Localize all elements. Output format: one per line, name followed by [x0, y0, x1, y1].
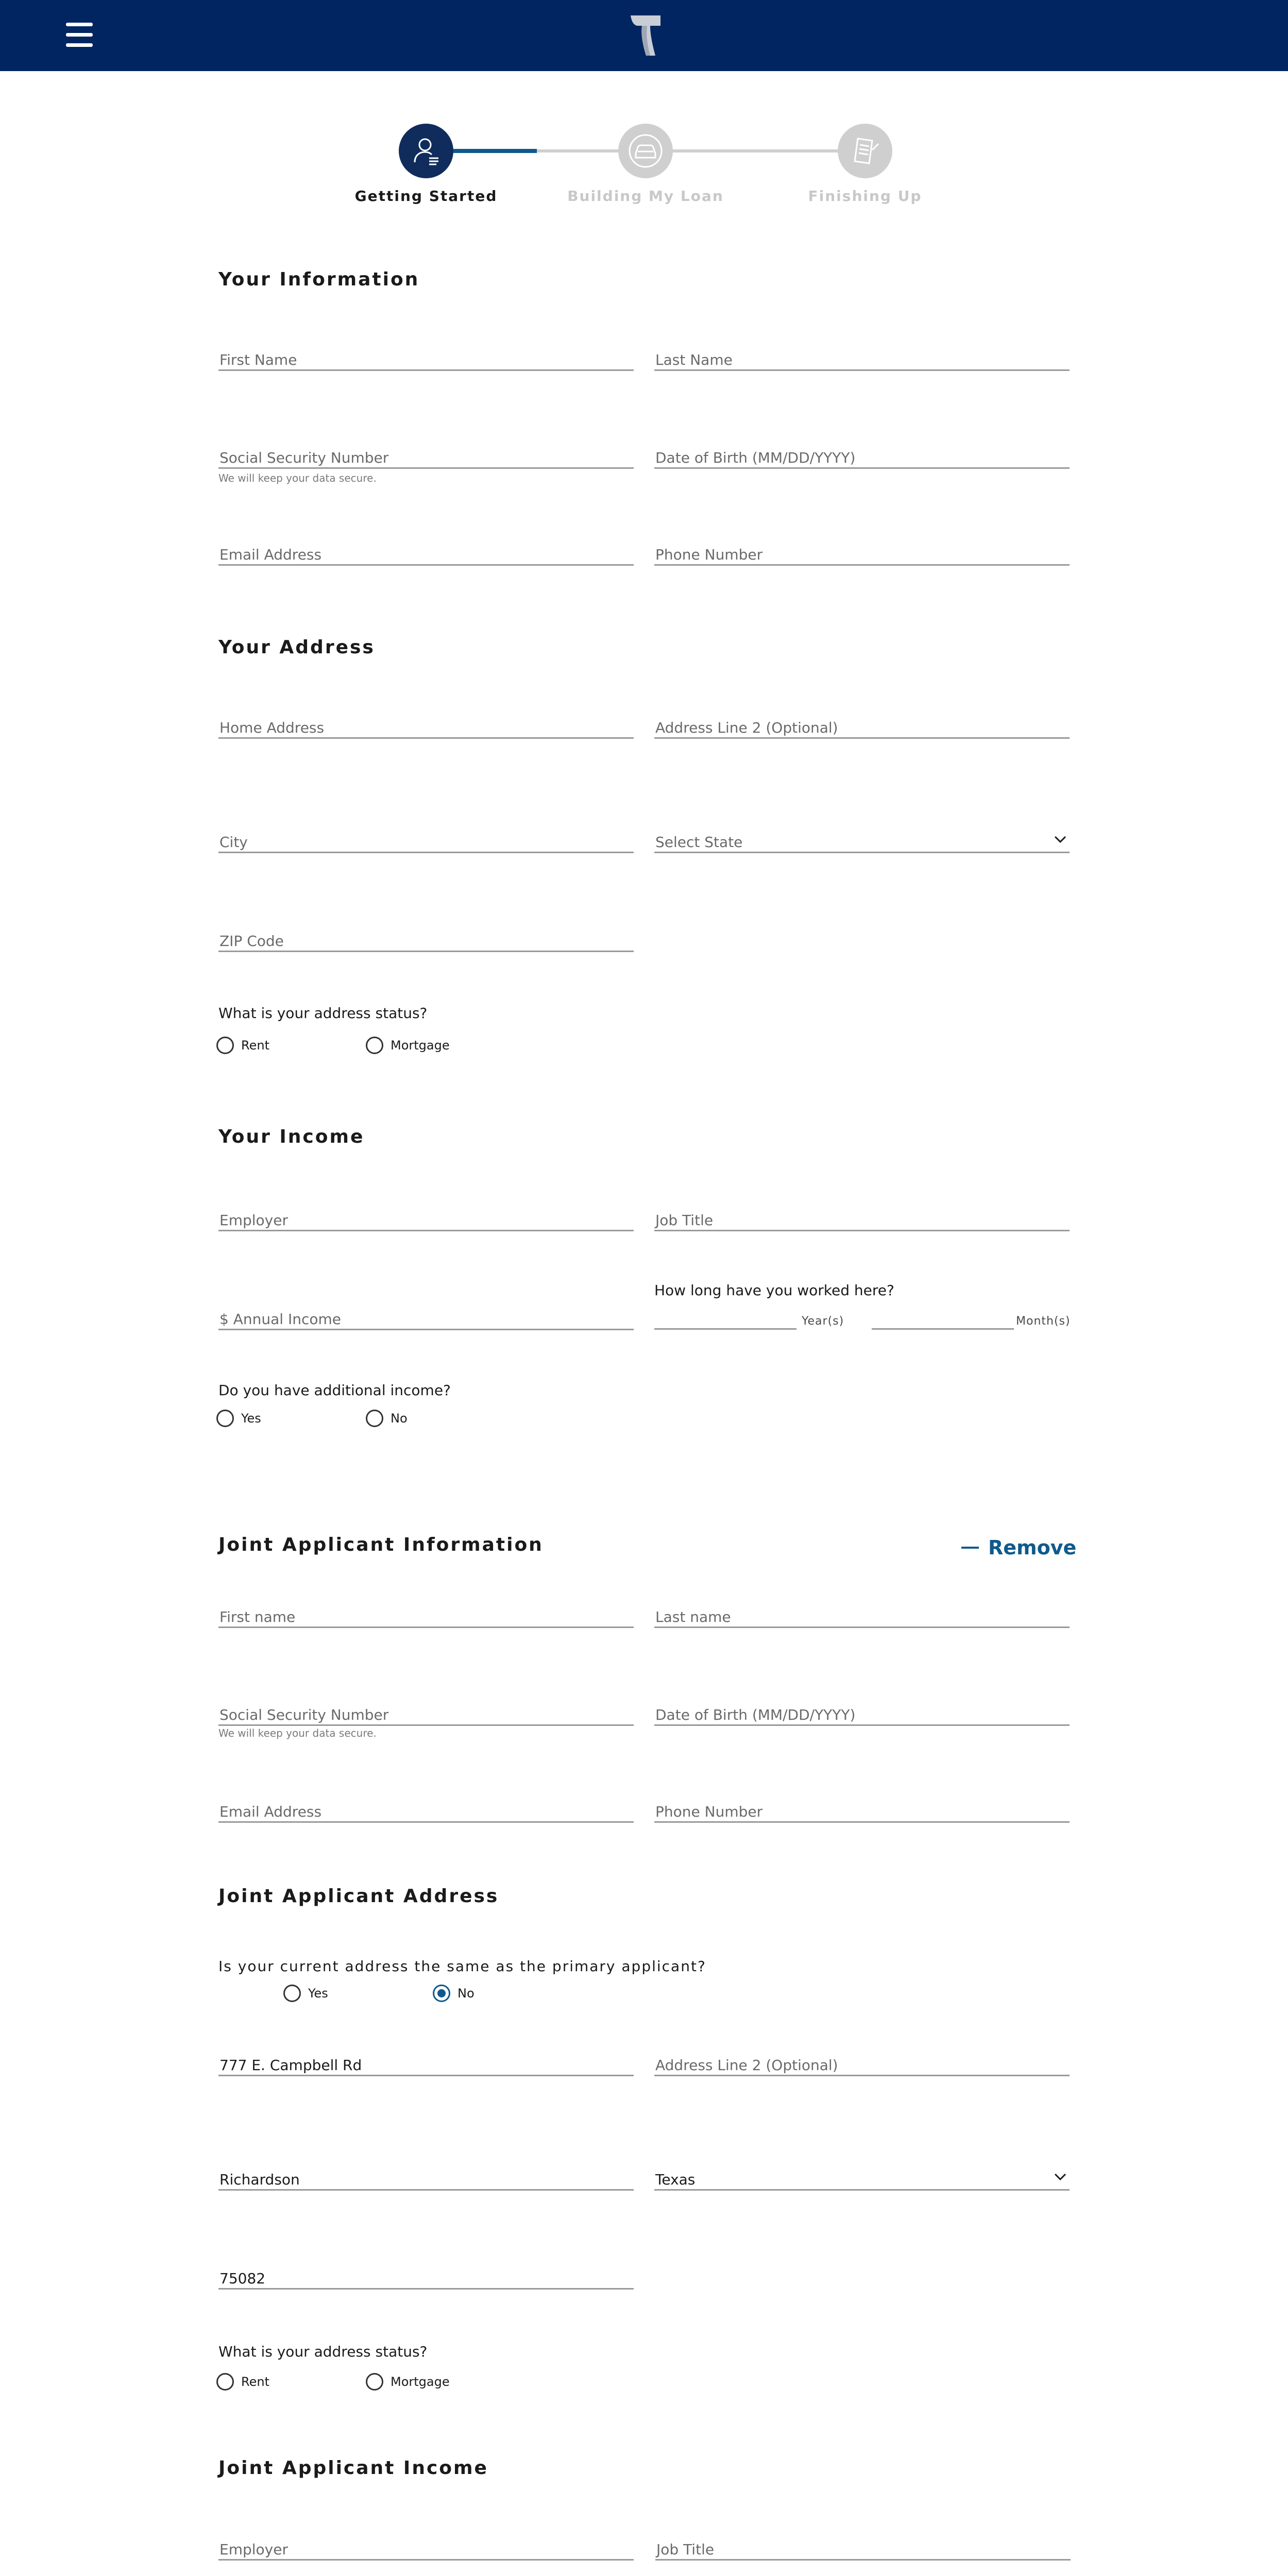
- joint-first-name-label: First name: [219, 1608, 296, 1625]
- email-label: Email Address: [219, 546, 322, 563]
- months-unit-label: Month(s): [1016, 1315, 1071, 1328]
- step-circle-getting-started: [399, 124, 453, 178]
- last-name-field[interactable]: [654, 343, 1070, 371]
- top-navigation-bar: [0, 0, 1288, 71]
- email-field[interactable]: [218, 538, 634, 566]
- joint-ssn-field[interactable]: [218, 1698, 634, 1726]
- joint-dob-label: Date of Birth (MM/DD/YYYY): [655, 1706, 856, 1723]
- section-title-your-information: Your Information: [218, 269, 420, 290]
- phone-field[interactable]: [654, 538, 1070, 566]
- zip-code-label: ZIP Code: [219, 933, 284, 950]
- radio-dot: [216, 2373, 234, 2391]
- radio-label: No: [391, 1411, 408, 1426]
- joint-phone-label: Phone Number: [655, 1803, 763, 1820]
- worked-duration-question: How long have you worked here?: [654, 1282, 894, 1299]
- city-field[interactable]: [218, 825, 634, 853]
- radio-label: Mortgage: [391, 1038, 450, 1053]
- radio-label: Rent: [241, 2375, 269, 2389]
- joint-zip-code-field[interactable]: [218, 2262, 634, 2290]
- remove-label: Remove: [988, 1536, 1077, 1559]
- joint-job-title-label: Job Title: [656, 2541, 715, 2558]
- joint-email-label: Email Address: [219, 1803, 322, 1820]
- joint-phone-field[interactable]: [654, 1795, 1070, 1823]
- hamburger-menu-icon[interactable]: [66, 23, 93, 47]
- step-connector-complete: [453, 149, 537, 153]
- section-title-joint-applicant-income: Joint Applicant Income: [218, 2458, 488, 2479]
- user-icon: [410, 134, 443, 167]
- same-address-yes-radio[interactable]: [283, 1985, 328, 2002]
- joint-state-value: Texas: [655, 2171, 696, 2188]
- radio-dot: [283, 1985, 301, 2002]
- months-worked-input[interactable]: [872, 1328, 1014, 1330]
- step-circle-finishing-up: [838, 124, 892, 178]
- radio-dot: [216, 1037, 234, 1054]
- joint-dob-field[interactable]: [654, 1698, 1070, 1726]
- city-label: City: [219, 834, 248, 851]
- section-title-your-address: Your Address: [218, 637, 375, 658]
- radio-label: Rent: [241, 1038, 269, 1053]
- radio-label: No: [457, 1986, 474, 2001]
- joint-employer-label: Employer: [219, 2541, 288, 2558]
- ssn-field[interactable]: [218, 441, 634, 469]
- zip-code-field[interactable]: [218, 924, 634, 952]
- joint-zip-code-value: 75082: [219, 2270, 266, 2287]
- phone-label: Phone Number: [655, 546, 763, 563]
- section-title-joint-applicant-information: Joint Applicant Information: [218, 1534, 544, 1555]
- home-address-field[interactable]: [218, 711, 634, 739]
- joint-address-status-mortgage-radio[interactable]: [366, 2373, 450, 2391]
- joint-last-name-field[interactable]: [654, 1600, 1070, 1628]
- job-title-label: Job Title: [655, 1212, 714, 1229]
- joint-city-field[interactable]: [218, 2163, 634, 2191]
- address-line-2-label: Address Line 2 (Optional): [655, 719, 838, 736]
- radio-dot-selected: [433, 1985, 450, 2002]
- same-address-no-radio[interactable]: [433, 1985, 474, 2002]
- same-address-question: Is your current address the same as the primary applicant?: [218, 1958, 706, 1975]
- radio-label: Yes: [241, 1411, 261, 1426]
- job-title-field[interactable]: [654, 1204, 1070, 1231]
- address-status-mortgage-radio[interactable]: [366, 1037, 450, 1054]
- radio-dot: [366, 1410, 383, 1427]
- chevron-down-icon: [1053, 2170, 1067, 2184]
- section-title-your-income: Your Income: [218, 1126, 365, 1147]
- annual-income-field[interactable]: [218, 1302, 634, 1330]
- dob-field[interactable]: [654, 441, 1070, 469]
- joint-address-status-rent-radio[interactable]: [216, 2373, 269, 2391]
- dob-label: Date of Birth (MM/DD/YYYY): [655, 449, 856, 466]
- joint-address-line-2-label: Address Line 2 (Optional): [655, 2057, 838, 2074]
- brand-logo[interactable]: [628, 11, 664, 60]
- radio-dot: [366, 2373, 383, 2391]
- progress-stepper: [0, 120, 1288, 212]
- joint-state-select[interactable]: [654, 2163, 1070, 2191]
- years-worked-input[interactable]: [654, 1328, 796, 1330]
- additional-income-question: Do you have additional income?: [218, 1382, 451, 1399]
- step-label-building-my-loan: Building My Loan: [567, 188, 724, 205]
- joint-job-title-field[interactable]: [655, 2533, 1071, 2561]
- radio-label: Yes: [308, 1986, 328, 2001]
- step-label-getting-started: Getting Started: [354, 188, 498, 205]
- joint-address-line-2-field[interactable]: [654, 2048, 1070, 2076]
- joint-first-name-field[interactable]: [218, 1600, 634, 1628]
- joint-address-status-question: What is your address status?: [218, 2343, 428, 2360]
- state-select[interactable]: [654, 825, 1070, 853]
- remove-joint-applicant-button[interactable]: [961, 1536, 1076, 1559]
- joint-employer-field[interactable]: [218, 2533, 634, 2561]
- employer-field[interactable]: [218, 1204, 634, 1231]
- minus-icon: [961, 1547, 979, 1549]
- car-icon: [628, 133, 664, 169]
- chevron-down-icon: [1053, 832, 1067, 846]
- radio-dot: [216, 1410, 234, 1427]
- address-status-question: What is your address status?: [218, 1005, 428, 1022]
- step-connector-incomplete: [537, 149, 619, 152]
- ssn-security-hint: We will keep your data secure.: [218, 472, 377, 484]
- first-name-field[interactable]: [218, 343, 634, 371]
- years-unit-label: Year(s): [802, 1315, 844, 1328]
- state-select-label: Select State: [655, 834, 743, 851]
- additional-income-no-radio[interactable]: [366, 1410, 408, 1427]
- document-icon: [849, 134, 882, 167]
- radio-label: Mortgage: [391, 2375, 450, 2389]
- step-circle-building-my-loan: [618, 124, 673, 178]
- annual-income-label: $ Annual Income: [219, 1311, 341, 1328]
- joint-home-address-field[interactable]: [218, 2048, 634, 2076]
- section-title-joint-applicant-address: Joint Applicant Address: [218, 1886, 499, 1907]
- joint-city-value: Richardson: [219, 2171, 300, 2188]
- joint-last-name-label: Last name: [655, 1608, 731, 1625]
- address-status-rent-radio[interactable]: [216, 1037, 269, 1054]
- radio-dot: [366, 1037, 383, 1054]
- home-address-label: Home Address: [219, 719, 325, 736]
- joint-ssn-security-hint: We will keep your data secure.: [218, 1727, 377, 1739]
- last-name-label: Last Name: [655, 351, 733, 368]
- joint-ssn-label: Social Security Number: [219, 1706, 389, 1723]
- step-connector-incomplete: [673, 149, 838, 152]
- additional-income-yes-radio[interactable]: [216, 1410, 261, 1427]
- joint-email-field[interactable]: [218, 1795, 634, 1823]
- address-line-2-field[interactable]: [654, 711, 1070, 739]
- first-name-label: First Name: [219, 351, 297, 368]
- step-label-finishing-up: Finishing Up: [808, 188, 922, 205]
- employer-label: Employer: [219, 1212, 288, 1229]
- ssn-label: Social Security Number: [219, 449, 389, 466]
- joint-home-address-value: 777 E. Campbell Rd: [219, 2057, 362, 2074]
